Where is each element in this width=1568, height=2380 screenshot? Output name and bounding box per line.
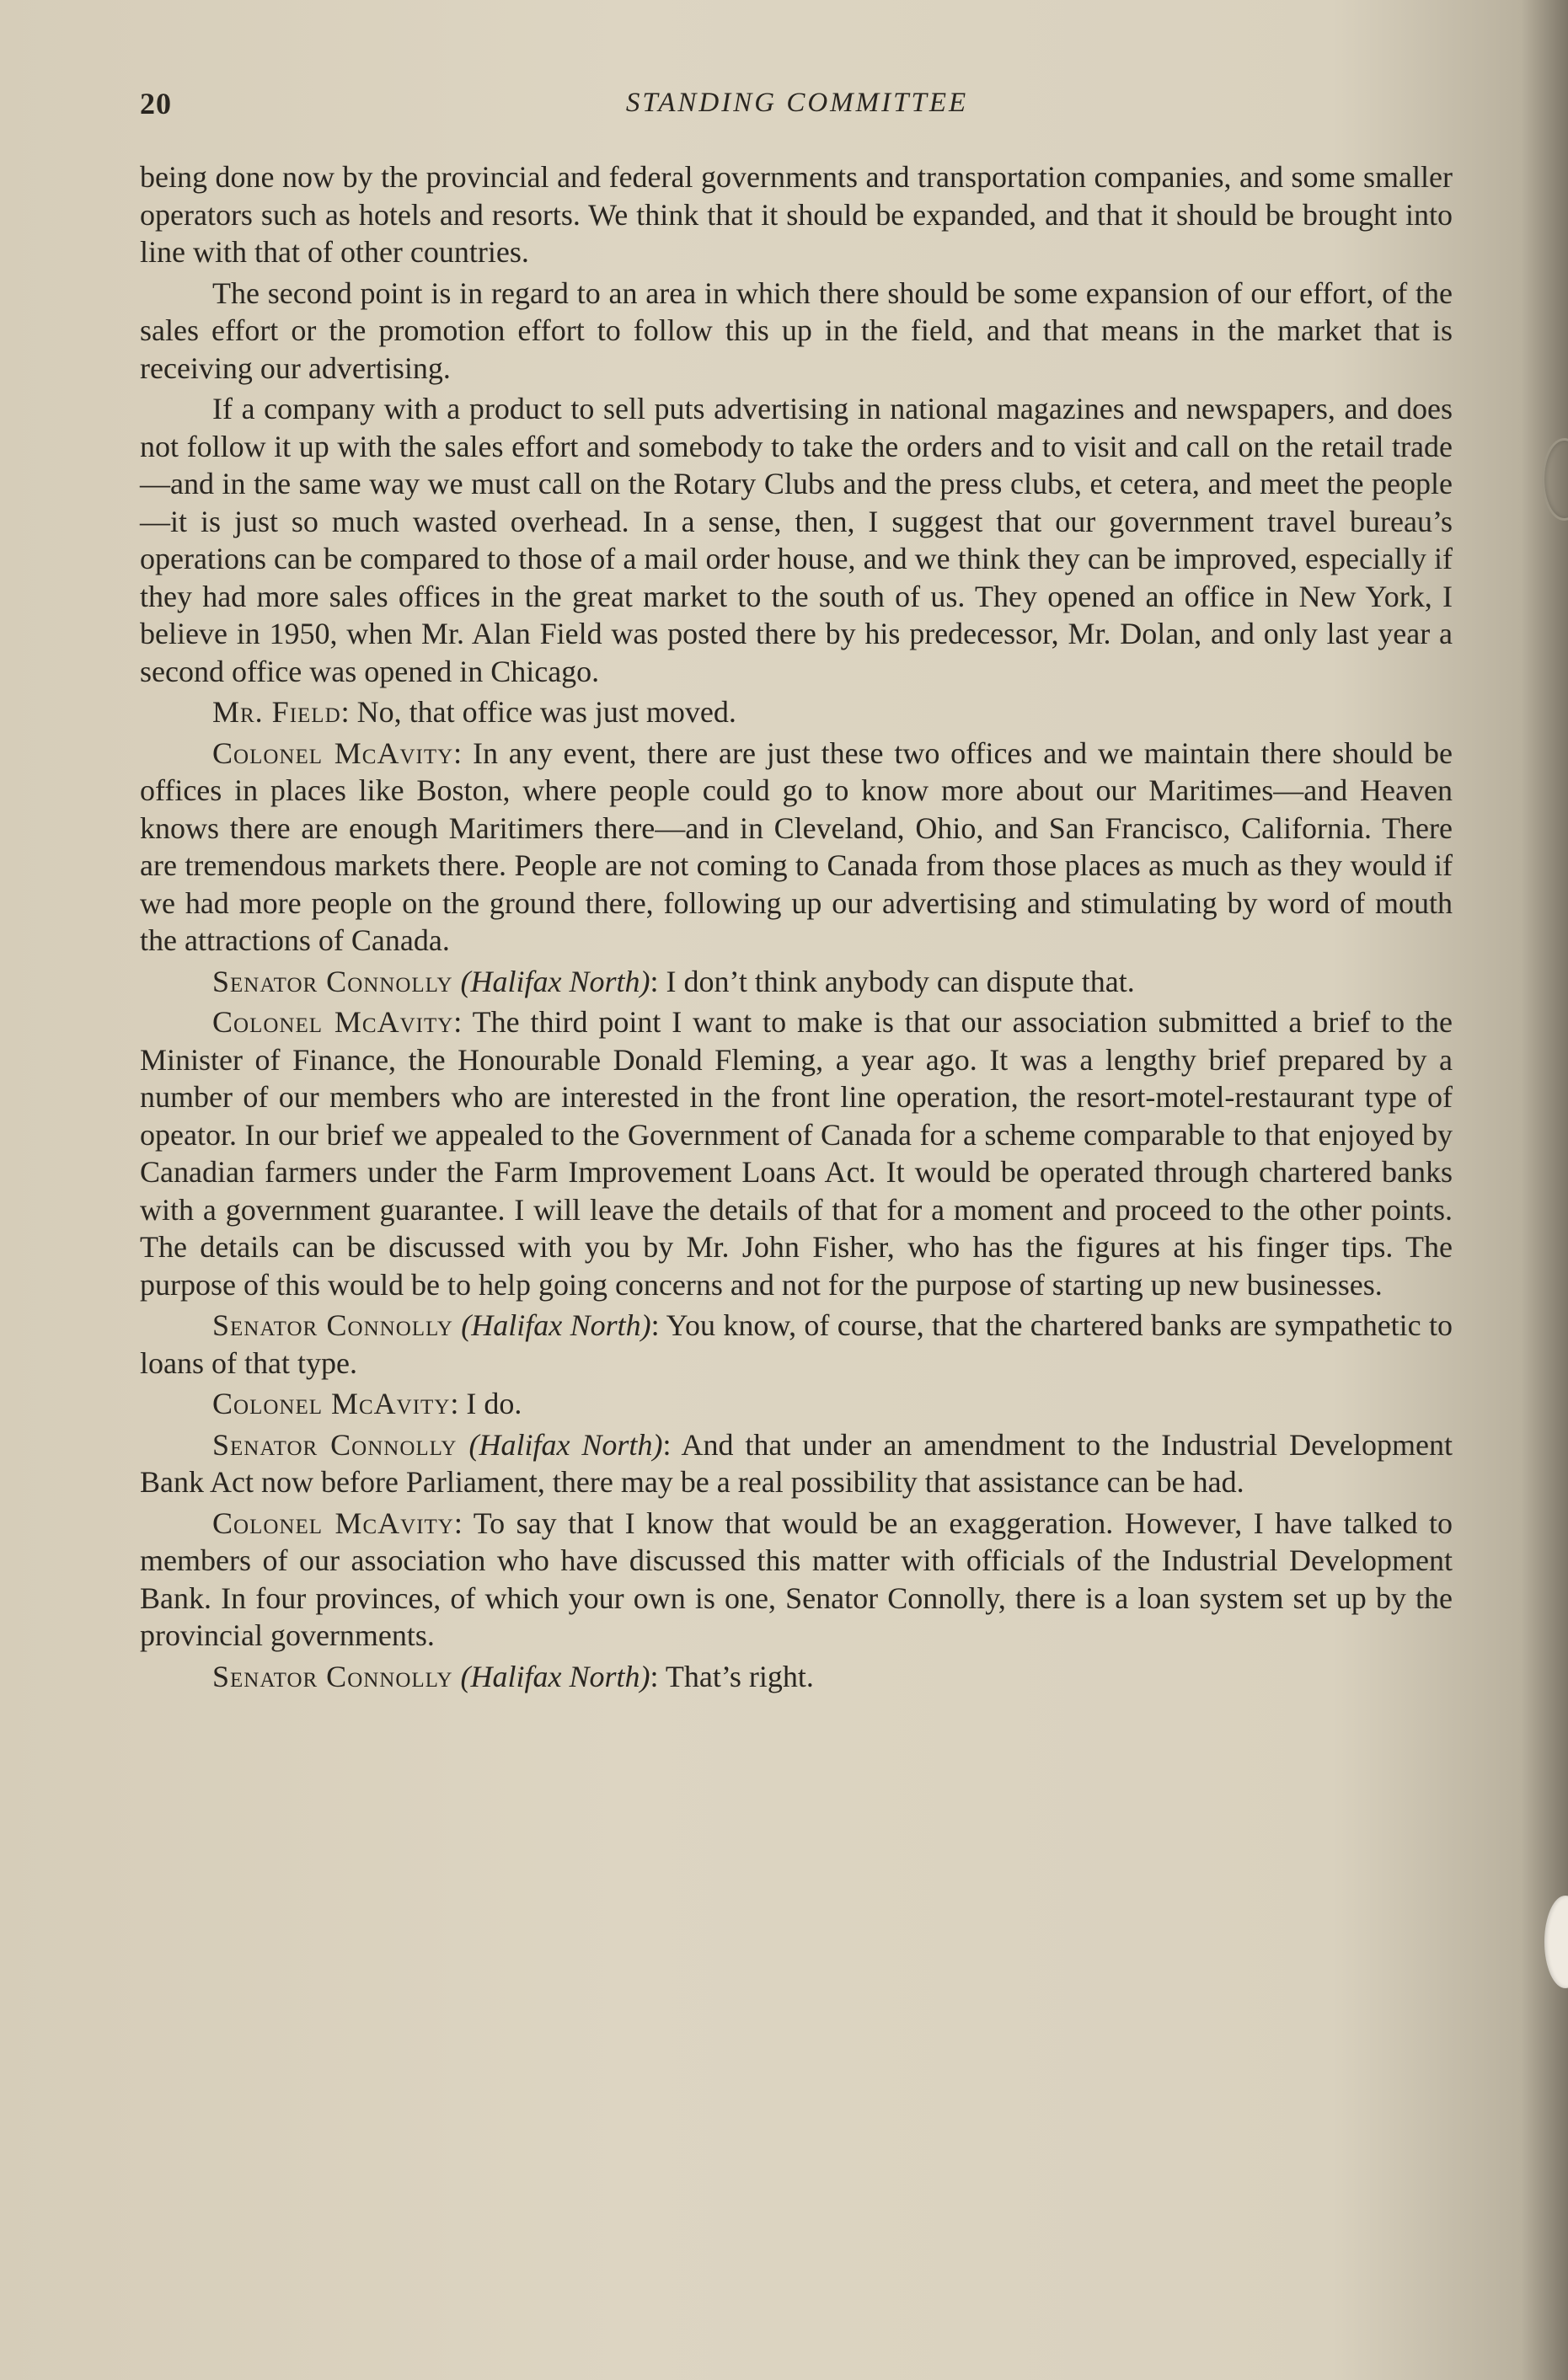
speaker-name: Colonel McAvity [212,1387,451,1420]
paragraph [140,1307,1453,1382]
paragraph [140,1426,1453,1501]
paragraph [140,1658,1453,1696]
paragraph [140,735,1453,960]
paragraph-text: I do. [466,1387,522,1420]
paragraph [140,158,1453,271]
page-edge-mark [1542,438,1568,521]
speaker-colon: : [650,964,659,998]
paragraph [140,275,1453,388]
page-edge-mark [1544,1896,1568,1988]
speaker-name: Mr. Field [212,695,341,729]
speaker-colon: : [340,695,350,729]
paragraph [140,390,1453,690]
paragraph-text: In any event, there are just these two offices and we maintain there should be offices in places like Boston, where people could go to know more about our Maritimes—and Heaven knows there are enough Maritimers there—and in Cleveland, Ohio, and San Francisco, California. There are tremendous markets there. People are not coming to Canada from those places as much as they would if we had more people on the ground there, following up our advertising and stimulating by word of mouth the attractions of Canada. [140,735,1453,957]
paragraph-text: The third point I want to make is that our association submitted a brief to the Minister of Finance, the Honourable Donald Fleming, a year ago. It was a lengthy brief prepared by a number of our members who are interested in the front line operation, the resort-motel-restaurant type of opeator. In our brief we appealed to the Government of Canada for a scheme comparable to that enjoyed by Canadian farmers under the Farm Improvement Loans Act. It would be operated through chartered banks with a government guarantee. I will leave the details of that for a moment and proceed to the other points. The details can be discussed with you by Mr. John Fisher, who has the figures at his finger tips. The purpose of this would be to help going concerns and not for the purpose of starting up new businesses. [140,1005,1453,1302]
speaker-colon: : [453,1005,463,1039]
paragraph-text: The second point is in regard to an area in which there should be some expansion of our effort, of the sales effort or the promotion effort to follow this up in the field, and that means in the market that is receiving our advertising. [140,275,1453,385]
speaker-colon: : [662,1427,672,1462]
speaker-name: Colonel McAvity [212,1506,454,1540]
speaker-colon: : [650,1308,660,1342]
paragraph-text: No, that office was just moved. [356,695,736,729]
speaker-riding: (Halifax North) [461,1308,651,1342]
speaker-colon: : [450,1387,459,1420]
speaker-name: Colonel McAvity [212,1005,454,1039]
paragraph-text: You know, of course, that the chartered banks are sympathetic to loans of that type. [140,1308,1453,1380]
speaker-colon: : [453,1506,463,1540]
paragraph [140,1003,1453,1303]
speaker-riding: (Halifax North) [460,964,650,998]
paragraph-text: If a company with a product to sell puts advertising in national magazines and newspapers, and does not follow it up with the sales effort and somebody to take the orders and to visit and call on the retail trade—and in the same way we must call on the Rotary Clubs and the press clubs, et cetera, and meet the people—it is just so much wasted overhead. In a sense, then, I suggest that our government travel bureau’s operations can be compared to those of a mail order house, and we think they can be improved, especially if they had more sales offices in the great market to the south of us. They opened an office in New York, I believe in 1950, when Mr. Alan Field was posted there by his predecessor, Mr. Dolan, and only last year a second office was opened in Chicago. [140,392,1453,688]
page-number: 20 [140,87,172,120]
page-header [140,86,1454,128]
paragraph [140,963,1453,1001]
paragraph [140,1385,1453,1423]
running-head: STANDING COMMITTEE [625,88,969,118]
paragraph-text: being done now by the provincial and federal governments and transportation companies, and some smaller operators such as hotels and resorts. We think that it should be expanded, and that it should be brought into line with that of other countries. [140,160,1453,269]
paragraph-text: And that under an amendment to the Industrial Development Bank Act now before Parliament, there may be a real possibility that assistance can be had. [140,1427,1453,1499]
speaker-colon: : [453,735,463,770]
speaker-name: Senator Connolly [212,1659,453,1693]
transcript-body [140,158,1453,1698]
speaker-riding: (Halifax North) [468,1427,663,1462]
speaker-colon: : [650,1659,659,1693]
speaker-name: Senator Connolly [212,1308,453,1342]
speaker-name: Colonel McAvity [212,735,454,770]
speaker-name: Senator Connolly [212,1427,458,1462]
paragraph [140,1505,1453,1655]
paragraph [140,693,1453,731]
paragraph-text: I don’t think anybody can dispute that. [666,964,1135,998]
paragraph-text: To say that I know that would be an exaggeration. However, I have talked to members of our association who have discussed this matter with officials of the Industrial Development Bank. In four provinces, of which your own is one, Senator Connolly, there is a loan system set up by the provincial governments. [140,1506,1453,1652]
speaker-name: Senator Connolly [212,964,453,998]
speaker-riding: (Halifax North) [460,1659,650,1693]
paragraph-text: That’s right. [665,1659,814,1693]
